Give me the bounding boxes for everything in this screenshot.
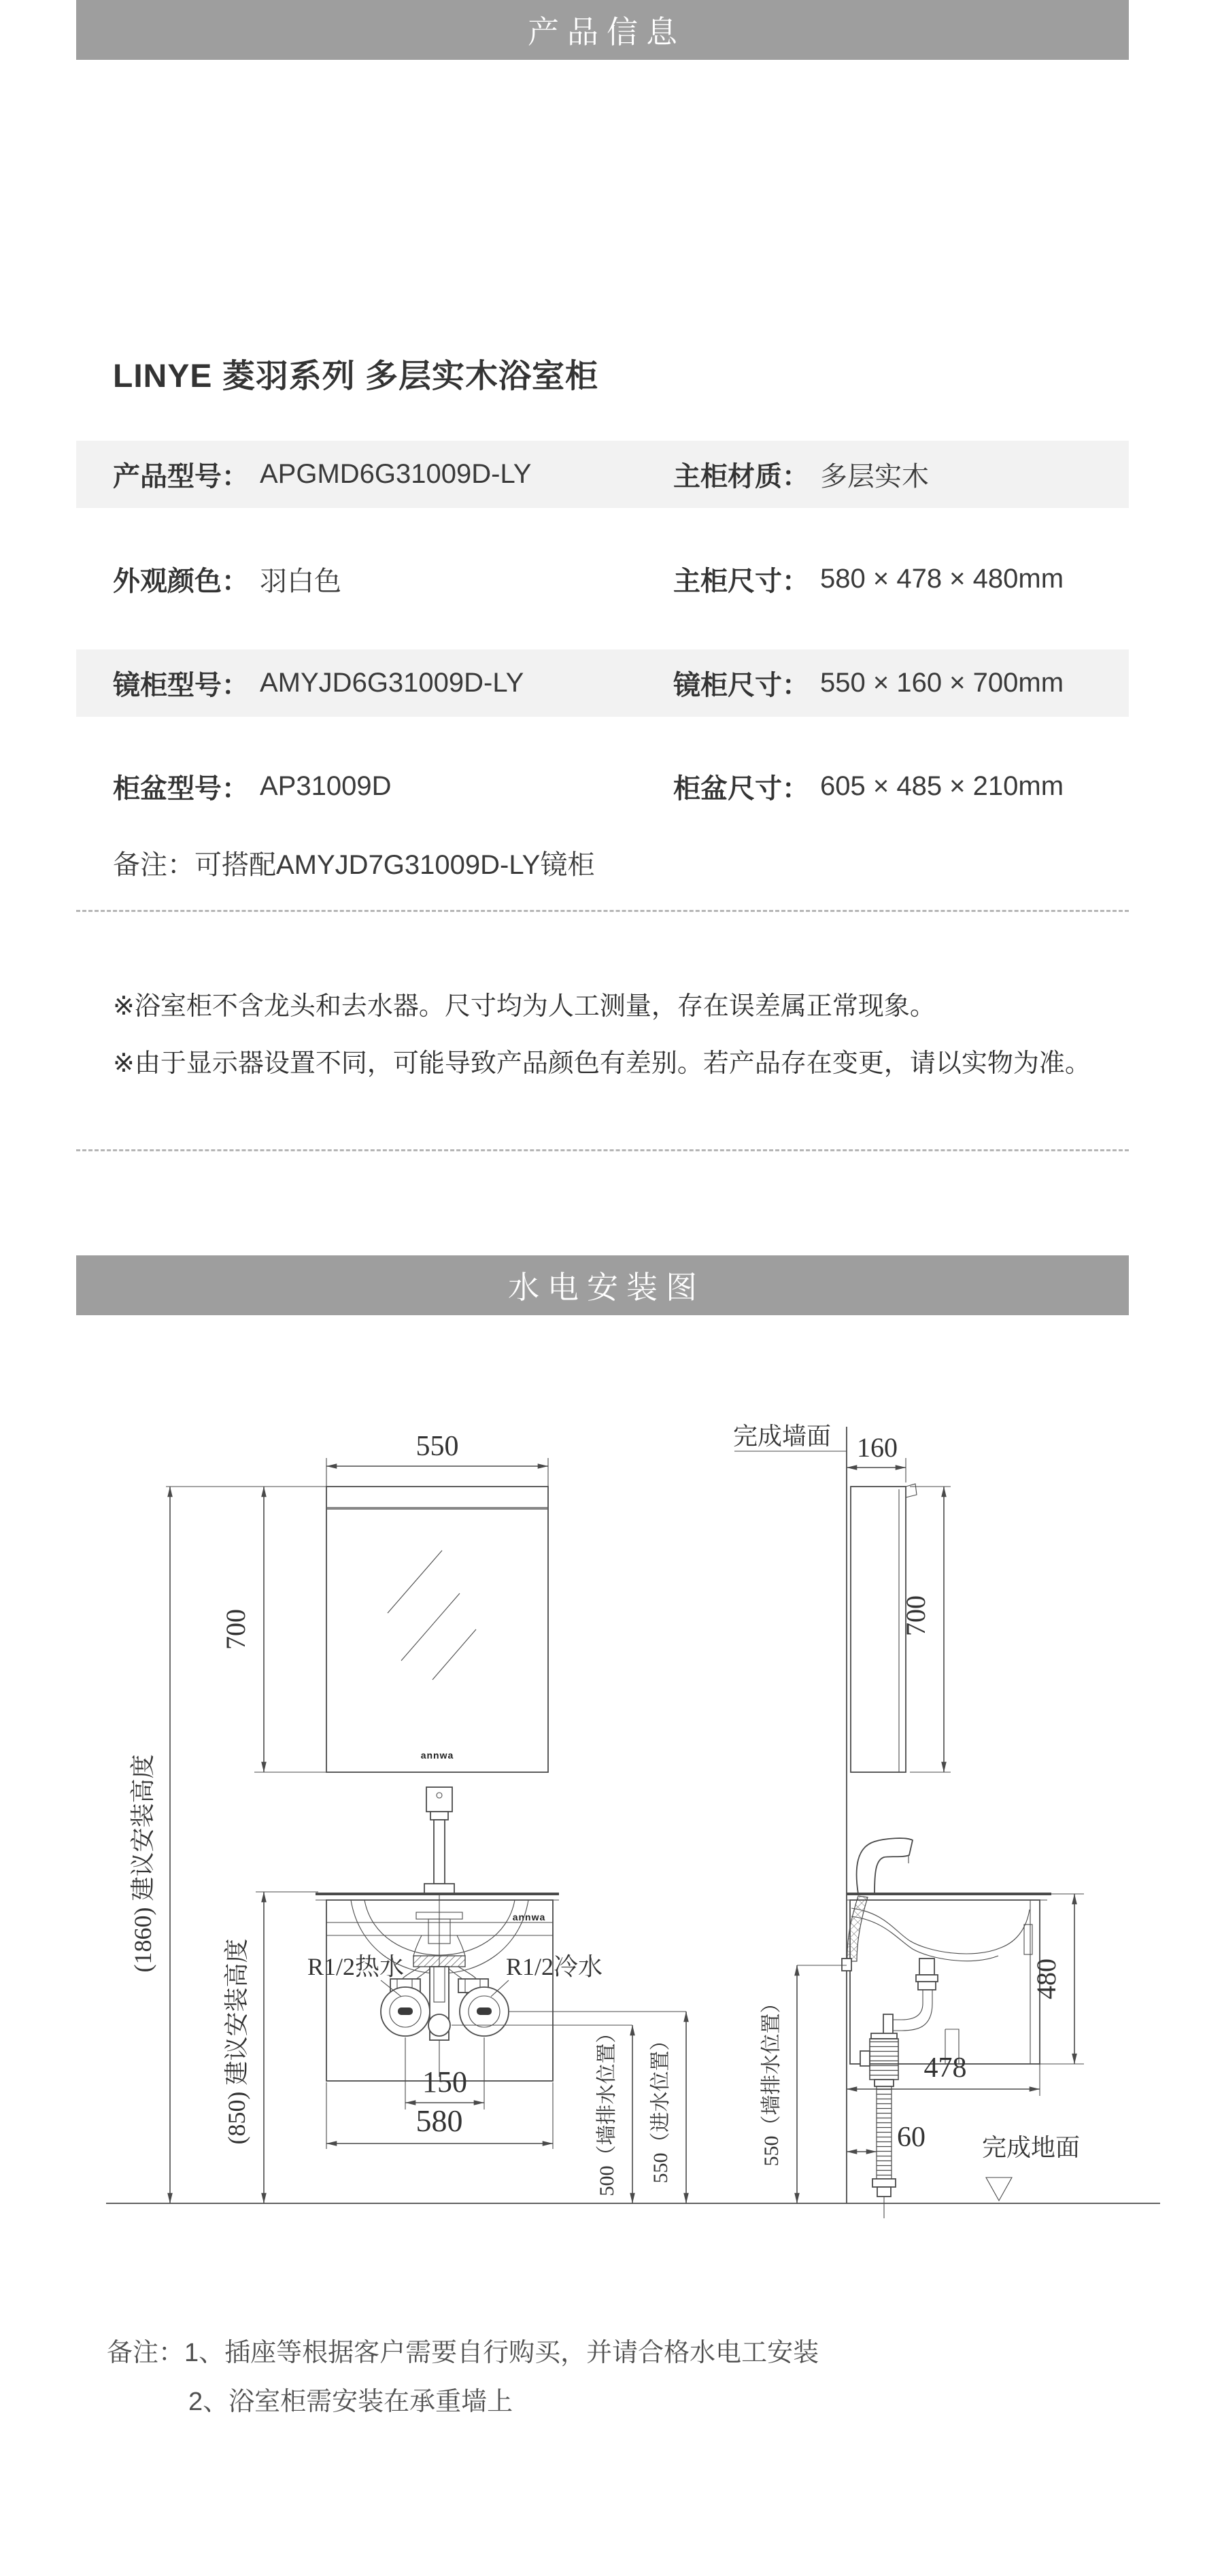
front-view [129, 1431, 686, 2203]
dim-mirror-width [326, 1431, 548, 1487]
faucet-side [857, 1838, 913, 1894]
dim-text-cab-width: 580 [415, 2103, 463, 2138]
dim-mirror-height-front [220, 1487, 264, 1772]
spec-label: 镜柜尺寸： [673, 671, 809, 700]
dim-text-cab-height: 480 [1031, 1959, 1062, 1999]
spec-cell [113, 441, 531, 508]
dashed-divider [76, 910, 1129, 912]
product-title: LINYE 菱羽系列 多层实木浴室柜 [113, 358, 599, 394]
spec-value: APGMD6G31009D-LY [260, 459, 532, 489]
spec-cell [673, 649, 1064, 717]
product-info-banner: 产品信息 [76, 0, 1129, 60]
dim-text-mirror-depth: 160 [857, 1432, 898, 1463]
dim-cabinet-height [1031, 1894, 1084, 2064]
cold-water-label: R1/2冷水 [506, 1953, 603, 1980]
dashed-divider [76, 1149, 1129, 1151]
spec-value: AMYJD6G31009D-LY [260, 668, 524, 698]
mirror-cabinet-front [326, 1487, 548, 1772]
dim-text-faucet-cc: 150 [422, 2065, 467, 2099]
dim-install-height-cabinet [223, 1892, 264, 2203]
spec-label: 柜盆尺寸： [673, 774, 809, 804]
dim-wall-drain-height [760, 1965, 847, 2203]
spec-row-color [76, 545, 1129, 613]
spec-cell [673, 753, 1064, 820]
spec-row-mirror [76, 649, 1129, 717]
spec-label: 产品型号： [113, 462, 249, 492]
spec-value: 605 × 485 × 210mm [820, 771, 1064, 801]
dim-faucet-centers [405, 2037, 484, 2109]
spec-remark: 备注：可搭配AMYJD7G31009D-LY镜柜 [113, 850, 595, 880]
dim-install-height-total [129, 1487, 170, 2203]
install-note-line: 2、浴室柜需安装在承重墙上 [188, 2388, 513, 2416]
dim-text-pipe-offset: 60 [897, 2122, 926, 2153]
spec-label: 镜柜型号： [113, 671, 249, 700]
spec-cell [113, 753, 391, 820]
dim-text-mirror-height-side: 700 [900, 1595, 931, 1636]
spec-value: 580 × 478 × 480mm [820, 564, 1064, 594]
spec-label: 外观颜色： [113, 566, 249, 596]
hot-water-label: R1/2热水 [307, 1953, 405, 1980]
disclaimer-line: ※由于显示器设置不同，可能导致产品颜色有差别。若产品存在变更，请以实物为准。 [113, 1049, 1091, 1078]
finished-floor-label: 完成地面 [982, 2134, 1081, 2161]
disclaimer-line: ※浴室柜不含龙头和去水器。尺寸均为人工测量，存在误差属正常现象。 [113, 992, 936, 1021]
dim-text-mirror-width: 550 [415, 1431, 459, 1462]
dim-text-inlet-pos: 550（进水位置） [649, 2030, 672, 2184]
finished-wall-label: 完成墙面 [732, 1423, 831, 1450]
dim-text-mirror-height: 700 [220, 1609, 251, 1650]
dim-text-drain-pos: 500（墙排水位置） [596, 2022, 618, 2197]
brand-mark: annwa [420, 1750, 454, 1761]
spec-cell [673, 441, 929, 508]
spec-row-basin [76, 753, 1129, 820]
dim-mirror-height-side [900, 1487, 951, 1772]
dim-text-install-cab: (850) 建议安装高度 [223, 1938, 250, 2145]
dim-text-cab-depth: 478 [923, 2052, 967, 2084]
install-note-line: 备注：1、插座等根据客户需要自行购买，并请合格水电工安装 [107, 2339, 819, 2367]
spec-cell [113, 545, 341, 613]
spec-cell [113, 649, 524, 717]
dim-text-install-total: (1860) 建议安装高度 [129, 1754, 156, 1973]
spec-label: 主柜尺寸： [673, 566, 809, 596]
spec-row-model [76, 441, 1129, 508]
spec-value: 550 × 160 × 700mm [820, 668, 1064, 698]
dim-drain-position [452, 2023, 632, 2204]
spec-label: 柜盆型号： [113, 774, 249, 804]
installation-diagram [0, 1387, 1205, 2299]
plumbing-front [381, 1935, 509, 2040]
spec-value: AP31009D [260, 771, 392, 801]
spec-cell [673, 545, 1064, 613]
spec-value: 羽白色 [260, 566, 341, 596]
brand-mark: annwa [512, 1912, 546, 1922]
install-diagram-banner: 水电安装图 [76, 1255, 1129, 1315]
dim-text-wall-drain: 550（墙排水位置） [760, 1993, 783, 2167]
spec-label: 主柜材质： [673, 462, 809, 492]
spec-value: 多层实木 [820, 462, 929, 492]
dim-mirror-depth [847, 1432, 906, 1482]
